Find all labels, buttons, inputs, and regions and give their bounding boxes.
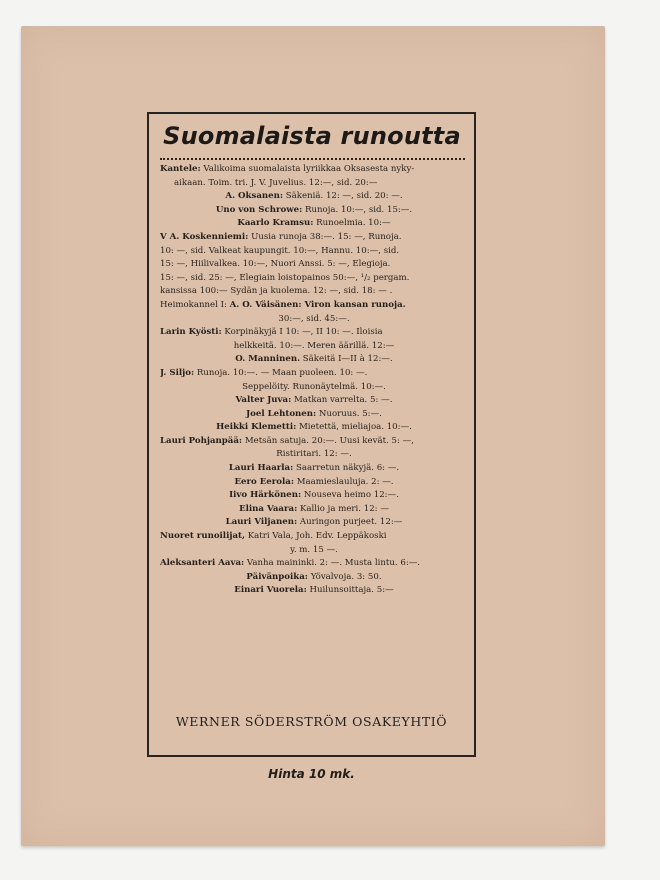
entry-text: Vanha maininki. 2: —. Musta lintu. 6:—.: [244, 558, 421, 569]
entry-line: [160, 489, 468, 503]
book-entry: [160, 231, 468, 299]
entry-text: Valikoima suomalaista lyriikkaa Oksasesta nyky-: [200, 164, 415, 174]
entry-line: [160, 340, 468, 354]
entry-text: Matkan varrelta. 5: —.: [291, 395, 393, 406]
author-name: V A. Koskenniemi:: [160, 231, 249, 242]
entry-line: [160, 245, 468, 259]
entry-text: 10: —, sid. Valkeat kaupungit. 10:—, Hannu. 10:—, sid.: [160, 245, 400, 256]
entry-line: [160, 326, 468, 340]
author-name: Eero Eerola:: [234, 476, 294, 487]
entry-text: Nouseva heimo 12:—.: [301, 490, 399, 501]
book-entry: [160, 571, 468, 585]
cover-title: Suomalaista runoutta: [163, 122, 461, 150]
author-name: Lauri Pohjanpää:: [160, 435, 243, 446]
entry-line: [160, 217, 468, 231]
book-entry: [160, 217, 468, 231]
entry-text: Maamieslauluja. 2: —.: [294, 476, 394, 487]
book-list: [160, 163, 468, 598]
author-name: A. Oksanen:: [225, 191, 284, 202]
book-entry: [160, 394, 468, 408]
entry-text: Runoelmia. 10:—: [313, 218, 391, 229]
author-name: Lauri Haarla:: [228, 463, 294, 474]
publisher-name: WERNER SÖDERSTRÖM OSAKEYHTIÖ: [175, 714, 448, 729]
entry-text: Saarretun näkyjä. 6: —.: [293, 463, 400, 474]
entry-text: Runoja. 10:—, sid. 15:—.: [302, 204, 413, 215]
book-entry: [160, 367, 468, 394]
author-name: Kantele:: [160, 164, 201, 174]
author-name: Aleksanteri Aava:: [160, 558, 245, 569]
entry-line: [160, 476, 468, 490]
entry-line: [160, 571, 468, 585]
entry-text: kansissa 100:— Sydän ja kuolema. 12: —, sid. 18: — .: [160, 286, 393, 297]
entry-line: [160, 462, 468, 476]
entry-text: Metsän satuja. 20:—. Uusi kevät. 5: —,: [242, 435, 414, 446]
entry-line: [160, 421, 468, 435]
book-entry: [160, 489, 468, 503]
entry-text: aikaan. Toim. tri. J. V. Juvelius. 12:—, sid. 20:—: [174, 177, 378, 188]
entry-text: 15: —, sid. 25: —, Elegiain loistopainos 50:—, ¹/₂ pergam.: [160, 272, 410, 283]
book-entry: [160, 421, 468, 435]
author-name: Elina Vaara:: [239, 503, 298, 514]
entry-line: [160, 544, 468, 558]
author-name: J. Siljo:: [160, 367, 195, 378]
entry-text: Yövalvoja. 3: 50.: [307, 571, 382, 582]
book-entry: [160, 163, 468, 190]
entry-line: [160, 381, 468, 395]
entry-text: Korpinäkyjä I 10: —, II 10: —. Iloisia: [221, 327, 383, 338]
entry-line: [160, 530, 468, 544]
book-entry: [160, 476, 468, 490]
entry-text: Ristiritari. 12: —.: [276, 449, 352, 460]
entry-line: [160, 204, 468, 218]
entry-text: Säkeitä I—II à 12:—.: [300, 354, 393, 365]
author-name: Uno von Schrowe:: [215, 204, 303, 215]
entry-line: [160, 163, 468, 177]
book-entry: [160, 584, 468, 598]
author-name: Päivänpoika:: [246, 571, 308, 582]
entry-line: [160, 394, 468, 408]
price-label: Hinta 10 mk.: [268, 767, 355, 781]
author-name: A. O. Väisänen: Viron kansan runoja.: [229, 299, 406, 310]
entry-text: Auringon purjeet. 12:—: [297, 517, 403, 528]
entry-line: [160, 258, 468, 272]
book-entry: [160, 503, 468, 517]
entry-line: [160, 177, 468, 191]
entry-text: Runoja. 10:—. — Maan puoleen. 10: —.: [194, 367, 368, 378]
entry-text: Säkeniä. 12: —, sid. 20: —.: [283, 191, 403, 202]
author-name: Kaarlo Kramsu:: [237, 218, 314, 229]
book-entry: [160, 408, 468, 422]
book-entry: [160, 530, 468, 557]
author-name: Valter Juva:: [235, 395, 292, 406]
book-entry: [160, 326, 468, 353]
entry-line: [160, 231, 468, 245]
entry-line: [160, 190, 468, 204]
entry-line: [160, 435, 468, 449]
author-name: Lauri Viljanen:: [225, 517, 298, 528]
book-entry: [160, 435, 468, 462]
entry-text: Katri Vala, Joh. Edv. Leppäkoski: [244, 531, 387, 542]
entry-text: 30:—, sid. 45:—.: [278, 313, 350, 324]
entry-text: Seppelöity. Runonäytelmä. 10:—.: [242, 381, 386, 392]
entry-line: [160, 285, 468, 299]
entry-line: [160, 448, 468, 462]
entry-line: [160, 299, 468, 313]
book-entry: [160, 516, 468, 530]
entry-line: [160, 367, 468, 381]
entry-line: [160, 313, 468, 327]
entry-text: Kallio ja meri. 12: —: [297, 503, 389, 514]
author-name: Heikki Klemetti:: [216, 422, 297, 433]
entry-line: [160, 353, 468, 367]
entry-text: Mietettä, mieliajoa. 10:—.: [296, 422, 412, 433]
book-entry: [160, 204, 468, 218]
author-name: Nuoret runoilijat,: [160, 531, 245, 542]
entry-line: [160, 516, 468, 530]
entry-text: y. m. 15 —.: [290, 544, 338, 555]
author-name: Larin Kyösti:: [160, 327, 222, 338]
entry-line: [160, 557, 468, 571]
book-entry: [160, 353, 468, 367]
author-name: Einari Vuorela:: [234, 585, 307, 596]
entry-text: Uusia runoja 38:—. 15: —, Runoja.: [248, 231, 402, 242]
entry-text: Huilunsoittaja. 5:—: [306, 585, 394, 596]
author-name: Joel Lehtonen:: [246, 408, 317, 419]
author-name: Iivo Härkönen:: [229, 490, 302, 501]
entry-line: [160, 272, 468, 286]
entry-text: Nuoruus. 5:—.: [316, 408, 382, 419]
title-dotted-rule: [160, 158, 465, 160]
entry-line: [160, 503, 468, 517]
book-entry: [160, 299, 468, 326]
entry-text: helkkeitä. 10:—. Meren äärillä. 12:—: [233, 340, 395, 351]
book-entry: [160, 462, 468, 476]
entry-text: 15: —, Hiilivalkea. 10:—, Nuori Anssi. 5: —, Elegioja.: [160, 259, 391, 270]
book-entry: [160, 557, 468, 571]
entry-line: [160, 584, 468, 598]
entry-text: Heimokannel I:: [160, 299, 230, 310]
author-name: O. Manninen.: [235, 354, 301, 365]
entry-line: [160, 408, 468, 422]
book-entry: [160, 190, 468, 204]
